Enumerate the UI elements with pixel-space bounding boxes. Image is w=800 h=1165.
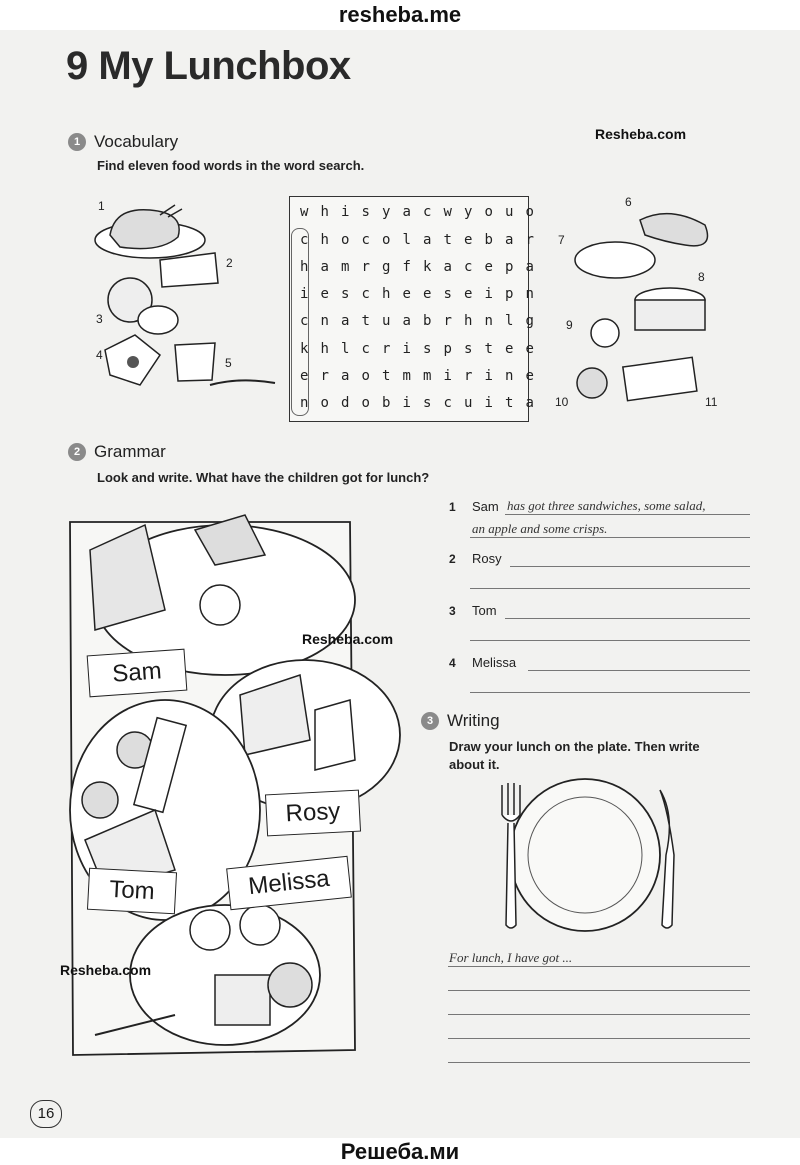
grid-cell[interactable]: e: [484, 259, 493, 275]
grid-cell[interactable]: w: [300, 204, 309, 220]
unit-number: 9: [66, 44, 88, 88]
grid-cell[interactable]: n: [525, 286, 534, 302]
label-rosy: Rosy: [265, 790, 361, 837]
grid-cell[interactable]: i: [402, 395, 411, 411]
watermark-2: Resheba.com: [302, 631, 394, 647]
grid-row-7: [294, 363, 540, 389]
grid-cell[interactable]: a: [402, 204, 411, 220]
picture-number-5: 5: [225, 356, 232, 370]
grid-cell[interactable]: n: [320, 313, 329, 329]
site-footer[interactable]: Решеба.ми: [0, 1138, 800, 1165]
grid-cell[interactable]: t: [382, 368, 391, 384]
grid-cell[interactable]: r: [464, 368, 473, 384]
picture-number-1: 1: [98, 199, 105, 213]
question-2-number: 2: [449, 552, 456, 566]
section-3-instruction-line1: Draw your lunch on the plate. Then write: [449, 739, 700, 754]
grid-row-6: [294, 336, 540, 362]
grid-cell[interactable]: i: [484, 368, 493, 384]
grid-cell[interactable]: p: [505, 259, 514, 275]
answer-line[interactable]: [470, 640, 750, 641]
grid-cell[interactable]: s: [423, 341, 432, 357]
grid-cell[interactable]: i: [402, 341, 411, 357]
grid-cell[interactable]: t: [505, 395, 514, 411]
grid-cell[interactable]: o: [382, 232, 391, 248]
grid-cell[interactable]: e: [464, 286, 473, 302]
grid-cell[interactable]: c: [361, 341, 370, 357]
grid-cell[interactable]: e: [464, 232, 473, 248]
grid-cell[interactable]: c: [361, 232, 370, 248]
answer-line[interactable]: [470, 692, 750, 693]
question-2-name: Rosy: [472, 551, 502, 566]
answer-line: [505, 514, 750, 515]
unit-title: [66, 44, 351, 89]
writing-line[interactable]: [448, 990, 750, 991]
grid-cell[interactable]: s: [443, 286, 452, 302]
section-1-instruction: Find eleven food words in the word search.: [97, 158, 365, 173]
grid-cell[interactable]: w: [443, 204, 452, 220]
section-2-badge: 2: [68, 443, 86, 461]
grid-cell[interactable]: c: [361, 286, 370, 302]
question-1-name: Sam: [472, 499, 499, 514]
question-4-name: Melissa: [472, 655, 517, 670]
section-3-badge: 3: [421, 712, 439, 730]
label-melissa: Melissa: [226, 856, 352, 911]
grid-cell[interactable]: i: [341, 204, 350, 220]
grid-cell[interactable]: e: [402, 286, 411, 302]
grid-cell[interactable]: k: [423, 259, 432, 275]
grid-cell[interactable]: c: [443, 395, 452, 411]
grid-cell[interactable]: i: [300, 286, 309, 302]
grid-cell[interactable]: y: [382, 204, 391, 220]
grid-cell[interactable]: b: [484, 232, 493, 248]
grid-cell[interactable]: l: [341, 341, 350, 357]
drawing-plate[interactable]: [470, 775, 700, 935]
grid-cell[interactable]: c: [300, 232, 309, 248]
grid-cell[interactable]: p: [505, 286, 514, 302]
grid-row-8: [294, 390, 540, 416]
writing-line[interactable]: [448, 1014, 750, 1015]
grid-cell[interactable]: o: [484, 204, 493, 220]
answer-line[interactable]: [470, 588, 750, 589]
writing-line[interactable]: [448, 1062, 750, 1063]
question-4-number: 4: [449, 656, 456, 670]
grid-cell[interactable]: a: [423, 232, 432, 248]
grid-cell[interactable]: s: [464, 341, 473, 357]
section-2-title: Grammar: [94, 442, 166, 461]
watermark-3: Resheba.com: [60, 962, 152, 978]
unit-name: My Lunchbox: [98, 44, 351, 88]
grid-cell[interactable]: m: [402, 368, 411, 384]
grid-cell[interactable]: s: [341, 286, 350, 302]
grid-cell[interactable]: n: [484, 313, 493, 329]
grid-cell[interactable]: h: [300, 259, 309, 275]
grid-cell[interactable]: r: [525, 232, 534, 248]
word-search-grid: [289, 196, 534, 422]
answer-line[interactable]: [505, 618, 750, 619]
picture-number-7: 7: [558, 233, 565, 247]
grid-cell[interactable]: t: [484, 341, 493, 357]
grid-cell[interactable]: p: [443, 341, 452, 357]
grid-cell[interactable]: c: [464, 259, 473, 275]
question-1-answer-line2[interactable]: an apple and some crisps.: [472, 521, 608, 536]
grid-cell[interactable]: o: [525, 204, 534, 220]
grid-row-1: [294, 199, 540, 225]
grid-cell[interactable]: i: [484, 395, 493, 411]
grid-cell[interactable]: r: [361, 259, 370, 275]
grid-cell[interactable]: a: [320, 259, 329, 275]
grid-cell[interactable]: a: [402, 313, 411, 329]
picture-number-2: 2: [226, 256, 233, 270]
grid-cell[interactable]: c: [423, 204, 432, 220]
section-1-badge: 1: [68, 133, 86, 151]
grid-cell[interactable]: c: [300, 313, 309, 329]
grid-cell[interactable]: r: [382, 341, 391, 357]
answer-line[interactable]: [528, 670, 750, 671]
answer-line[interactable]: [510, 566, 750, 567]
grid-cell[interactable]: r: [443, 313, 452, 329]
grid-cell[interactable]: r: [320, 368, 329, 384]
grid-cell[interactable]: o: [361, 368, 370, 384]
grid-cell[interactable]: h: [382, 286, 391, 302]
label-tom: Tom: [87, 868, 177, 915]
grid-cell[interactable]: e: [320, 286, 329, 302]
picture-number-9: 9: [566, 318, 573, 332]
question-1-answer-line1[interactable]: has got three sandwiches, some salad,: [507, 498, 706, 513]
grid-row-5: [294, 308, 540, 334]
grid-row-4: [294, 281, 540, 307]
grid-cell[interactable]: i: [484, 286, 493, 302]
grid-cell[interactable]: e: [525, 341, 534, 357]
grid-cell[interactable]: f: [402, 259, 411, 275]
grid-cell[interactable]: h: [320, 341, 329, 357]
grid-cell[interactable]: l: [402, 232, 411, 248]
food-illustrations-left: [90, 195, 285, 400]
grid-cell[interactable]: o: [320, 395, 329, 411]
grid-cell[interactable]: a: [341, 368, 350, 384]
section-1-title: Vocabulary: [94, 132, 179, 151]
picture-number-10: 10: [555, 395, 569, 409]
picture-number-3: 3: [96, 312, 103, 326]
grid-cell[interactable]: m: [423, 368, 432, 384]
grid-cell[interactable]: e: [505, 341, 514, 357]
page-number: 16: [30, 1100, 62, 1128]
grid-cell[interactable]: d: [341, 395, 350, 411]
writing-line[interactable]: [448, 1038, 750, 1039]
grid-cell[interactable]: a: [341, 313, 350, 329]
writing-line[interactable]: [448, 966, 750, 967]
grid-cell[interactable]: u: [505, 204, 514, 220]
writing-prompt: For lunch, I have got ...: [449, 950, 573, 965]
grid-row-3: [294, 254, 540, 280]
grid-cell[interactable]: e: [525, 368, 534, 384]
grid-cell[interactable]: t: [443, 232, 452, 248]
grid-cell[interactable]: u: [382, 313, 391, 329]
grid-cell[interactable]: t: [361, 313, 370, 329]
grid-cell[interactable]: a: [443, 259, 452, 275]
site-header[interactable]: resheba.me: [0, 0, 800, 30]
section-3-instruction-line2: about it.: [449, 757, 500, 772]
section-3-title: Writing: [447, 711, 500, 730]
grid-cell[interactable]: g: [382, 259, 391, 275]
grid-cell[interactable]: b: [423, 313, 432, 329]
grid-cell[interactable]: a: [525, 395, 534, 411]
label-sam: Sam: [87, 649, 188, 698]
food-illustrations-right: [570, 200, 720, 405]
grid-cell[interactable]: s: [361, 204, 370, 220]
grid-cell[interactable]: m: [341, 259, 350, 275]
grid-cell[interactable]: n: [505, 368, 514, 384]
grid-cell[interactable]: y: [464, 204, 473, 220]
grid-cell[interactable]: k: [300, 341, 309, 357]
grid-cell[interactable]: n: [300, 395, 309, 411]
grid-cell[interactable]: a: [505, 232, 514, 248]
grid-cell[interactable]: o: [341, 232, 350, 248]
grid-cell[interactable]: i: [443, 368, 452, 384]
grid-row-2: [294, 227, 540, 253]
grid-cell[interactable]: h: [320, 232, 329, 248]
grid-cell[interactable]: l: [505, 313, 514, 329]
grid-cell[interactable]: a: [525, 259, 534, 275]
grid-cell[interactable]: u: [464, 395, 473, 411]
question-3-number: 3: [449, 604, 456, 618]
grid-cell[interactable]: s: [423, 395, 432, 411]
grid-cell[interactable]: h: [320, 204, 329, 220]
picture-number-4: 4: [96, 348, 103, 362]
grid-cell[interactable]: h: [464, 313, 473, 329]
watermark-1: Resheba.com: [595, 126, 687, 142]
grid-cell[interactable]: b: [382, 395, 391, 411]
chicken-circled-word: [291, 228, 309, 416]
question-3-name: Tom: [472, 603, 497, 618]
section-2-instruction: Look and write. What have the children got for lunch?: [97, 470, 430, 485]
picture-number-8: 8: [698, 270, 705, 284]
grid-cell[interactable]: g: [525, 313, 534, 329]
grid-cell[interactable]: e: [300, 368, 309, 384]
question-1-number: 1: [449, 500, 456, 514]
grid-cell[interactable]: e: [423, 286, 432, 302]
picture-number-11: 11: [705, 395, 718, 409]
answer-line: [470, 537, 750, 538]
grid-cell[interactable]: o: [361, 395, 370, 411]
picture-number-6: 6: [625, 195, 632, 209]
